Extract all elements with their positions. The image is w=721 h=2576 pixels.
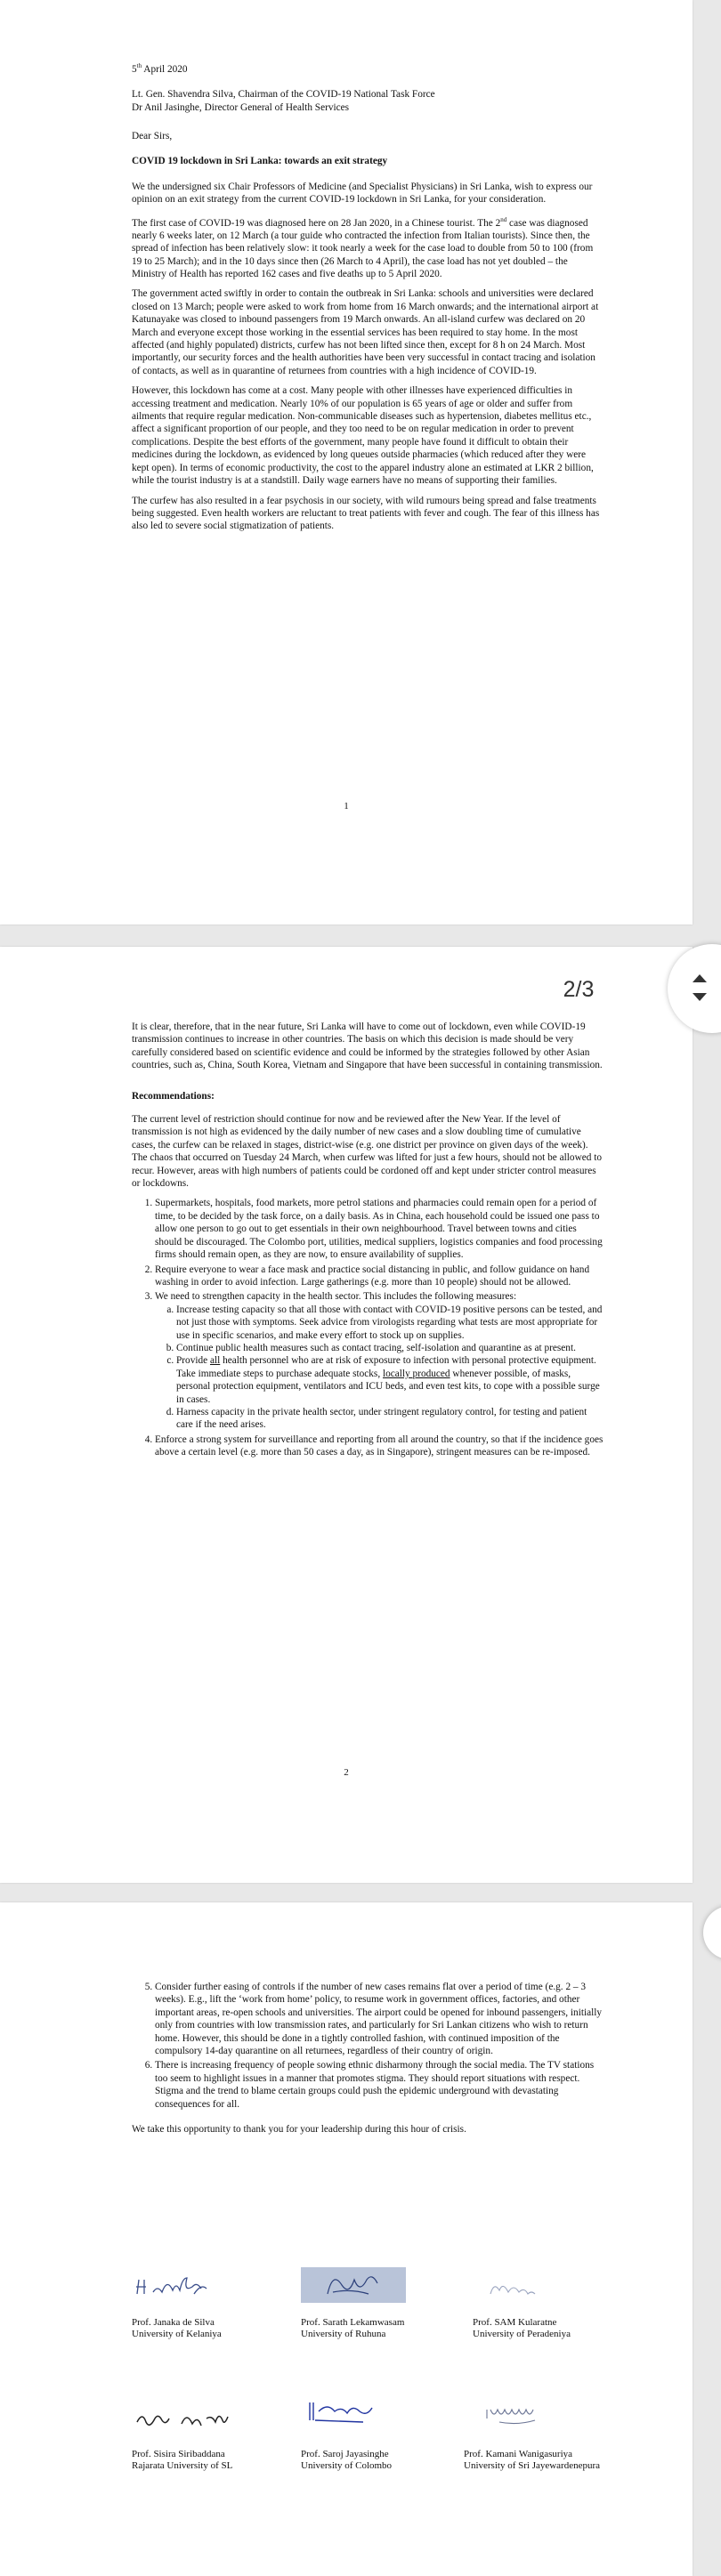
recommendations-heading: Recommendations: [132,1090,215,1102]
signatory-affiliation: University of Kelaniya [132,2329,222,2339]
date-suffix: th [136,62,142,69]
salutation: Dear Sirs, [132,130,173,141]
sub-item [176,1354,604,1406]
document-page-1 [0,0,693,925]
page-2-body [132,1021,604,1466]
signatory-affiliation: Rajarata University of SL [132,2460,233,2471]
signatory-affiliation: University of Sri Jayewardenepura [464,2460,601,2471]
underlined-locally-produced: locally produced [382,1368,450,1379]
recommendation-item: 2. Require everyone to wear a face mask and practice social distancing in public, and follow guidance on hand washing in order to avoid infection. Large gatherings (e.g. more than 10 people) should not be allowed. [155,1264,604,1289]
paragraph-exit-basis: It is clear, therefore, that in the near future, Sri Lanka will have to come out of lockdown, even while COVID-19 transmission continues to increase in other countries. The basis on which this decision is made should be very carefully considered based on scientific evidence and could be informed by the strategies followed by other Asian countries, such as, China, South Korea, Vietnam and Singapore that have been successful in containing transmission. [132,1022,603,1071]
signatory-affiliation: University of Peradeniya [473,2329,571,2339]
signatory-block [301,2399,479,2472]
recommendations-list-continued [132,1981,604,2111]
document-page-3 [0,1902,693,2576]
signature-image [132,2267,310,2306]
signatory-affiliation: University of Ruhuna [301,2329,386,2339]
paragraph-government-action: The government acted swiftly in order to contain the outbreak in Sri Lanka: schools and universities were declared closed on 13 March; people were asked to work from home from 16 March onwards; and the international airport at Katunayake was closed to inbound passengers from 19 March onwards. An all-island curfew was declared on 20 March and everyone except those working in the essential services has been required to stay home. In the most affected (and highly populated) districts, curfew has not been lifted since then, except for 8 h on 24 March. Most importantly, our security forces and the health authorities have been very successful in contact tracing and isolation of contacts, as well as in quarantine of returnees from countries with a high incidence of COVID-19. [132,288,599,376]
recommendation-item [155,1290,604,1431]
paragraph-fear-psychosis: The curfew has also resulted in a fear psychosis in our society, with wild rumours being spread and false treatments being suggested. Even health workers are reluctant to treat patients with fever and cough. The fear of this illness has also led to severe social stigmatization of patients. [132,495,600,532]
signature-image [464,2399,651,2438]
date-day: 5 [132,63,137,75]
letter-date [132,60,604,76]
paragraph-first-case [132,214,604,281]
sub-item: a. Increase testing capacity so that all those with contact with COVID-19 positive persons can be tested, and not just those with symptoms. Seek advice from virologists regarding what tests are most appropriate for use in specific scenarios, and make every effort to stock up on supplies. [176,1304,604,1342]
signatory-block [132,2267,310,2340]
recipient-1: Lt. Gen. Shavendra Silva, Chairman of the COVID-19 National Task Force [132,89,435,101]
sub-item-c-pre: Provide [176,1355,210,1367]
signatory-name: Prof. SAM Kularatne [473,2317,557,2328]
date-rest: April 2020 [142,63,188,75]
paragraph-intro: We the undersigned six Chair Professors of Medicine (and Specialist Physicians) in Sri Lanka, wish to express our opinion on an exit strategy from the current COVID-19 lockdown in Sri Lanka, for your consideration. [132,181,593,206]
signature-image [473,2267,651,2306]
signature-image [132,2399,310,2438]
paragraph-first-case-b: case was diagnosed nearly 6 weeks later, on 12 March (a tour guide who contracted the infection from Italian tourists). Since then, the spread of infection has been relatively slow: it took nearly a week for the case load to double from 50 to 100 (from 19 to 25 March); and in the 10 days since then (26 March to 4 April), the case load has not yet doubled – the Ministry of Health has reported 162 cases and five deaths up to 5 April 2020. [132,217,594,279]
recommendation-item: 4. Enforce a strong system for surveillance and reporting from all around the country, so that if the incidence goes above a certain level (e.g. more than 50 cases a day, as in Singapore), stringent measures can be re-imposed. [155,1433,604,1459]
page-navigation-control-secondary[interactable] [703,1906,721,1959]
signatory-name: Prof. Saroj Jayasinghe [301,2449,389,2459]
signatory-name: Prof. Sisira Siribaddana [132,2449,225,2459]
chevron-up-icon[interactable] [693,974,707,982]
closing-line: We take this opportunity to thank you for your leadership during this hour of crisis. [132,2124,466,2136]
signatory-name: Prof. Janaka de Silva [132,2317,215,2328]
document-page-2 [0,947,693,1883]
page-indicator: 2/3 [539,972,619,1007]
paragraph-current-restriction: The current level of restriction should continue for now and be reviewed after the New Year. If the level of transmission is not high as evidenced by the daily number of new cases and a slow doubling time of cumulative cases, the curfew can be relaxed in stages, district-wise (e.g. one district per province on given days of the week). The chaos that occurred on Tuesday 24 March, when curfew was lifted for just a few hours, should not be allowed to recur. However, areas with high numbers of patients could be cordoned off and kept under stricter control measures or lockdowns. [132,1114,602,1190]
sub-item: b. Continue public health measures such as contact tracing, self-isolation and quarantine as at present. [176,1342,604,1354]
recommendations-list [132,1197,604,1458]
signatory-name: Prof. Kamani Wanigasuriya [464,2449,573,2459]
paragraph-first-case-a: The first case of COVID-19 was diagnosed here on 28 Jan 2020, in a Chinese tourist. The 2 [132,217,501,229]
health-capacity-sublist [155,1304,604,1432]
paragraph-lockdown-cost: However, this lockdown has come at a cost. Many people with other illnesses have experienced difficulties in accessing treatment and medication. Nearly 10% of our population is 65 years of age or older and suffer from ailments that require regular medication. Non-communicable diseases such as hypertension, diabetes mellitus etc., affect a significant proportion of our people, and they too need to be on regular medication in order to prevent complications. Despite the best efforts of the government, many people have found it difficult to obtain their medicines during the lockdown, as evidenced by long queues outside pharmacies (which reduced after they were kept open). In terms of economic productivity, the cost to the apparel industry alone an estimated at LKR 2 billion, while the tourist industry is at a standstill. Daily wage earners have no means of supporting their families. [132,385,594,487]
recommendation-item: 6. There is increasing frequency of people sowing ethnic disharmony through the social media. The TV stations too seem to highlight issues in a manner that promotes stigma. They should report situations with respect. Stigma and the trend to blame certain groups could push the epidemic underground with devastating consequences for all. [155,2059,604,2111]
sub-item: d. Harness capacity in the private health sector, under stringent regulatory control, for testing and patient care if the need arises. [176,1406,604,1432]
page-1-body [132,60,604,540]
signatory-block [132,2399,310,2472]
signature-image [301,2267,479,2306]
signature-image [301,2399,479,2438]
underlined-all: all [209,1355,221,1367]
recommendation-item: 1. Supermarkets, hospitals, food markets, more petrol stations and pharmacies could remain open for a period of time, to be decided by the task force, on a daily basis. As in China, each household could be issued one pass to allow one person to go out to get essentials in their own neighbourhood. Travel between towns and cities should be discouraged. The Colombo port, utilities, medical suppliers, logistics companies and food processing firms should remain open, as they are now, to ensure availability of supplies. [155,1197,604,1261]
sub-item-c-post: whenever possible, of masks, personal protection equipment, ventilators and ICU beds, and even test kits, to cope with a possible surge in cases. [176,1368,600,1405]
signatory-name: Prof. Sarath Lekamwasam [301,2317,405,2328]
recommendation-item-3-text: We need to strengthen capacity in the health sector. This includes the following measures: [155,1291,517,1303]
signatory-block [473,2267,651,2340]
signatory-block [464,2399,651,2472]
chevron-down-icon[interactable] [693,993,707,1001]
page-3-body [132,1981,604,2143]
recommendation-item: 5. Consider further easing of controls if the number of new cases remains flat over a period of time (e.g. 2 – 3 weeks). E.g., lift the ‘work from home’ policy, to resume work in government offices, factories, and other important areas, re-open schools and universities. The airport could be opened for inbound passengers, initially only from countries with low transmission rates, and particularly for Sri Lankan citizens who wish to return home. However, this should be done in a tightly controlled fashion, with continued imposition of the compulsory 14-day quarantine on all returnees, regardless of their country of origin. [155,1981,604,2057]
page-number-1: 1 [344,801,349,812]
sub-item-c-mid: health personnel who are at risk of exposure to infection with personal protective equipment. Take immediate steps to purchase adequate stocks, [176,1355,596,1379]
signatory-block [301,2267,479,2340]
letter-subject: COVID 19 lockdown in Sri Lanka: towards an exit strategy [132,156,388,167]
recipient-2: Dr Anil Jasinghe, Director General of Health Services [132,101,350,113]
page-number-2: 2 [344,1767,349,1778]
signatory-affiliation: University of Colombo [301,2460,393,2471]
ordinal-suffix: nd [500,215,507,223]
